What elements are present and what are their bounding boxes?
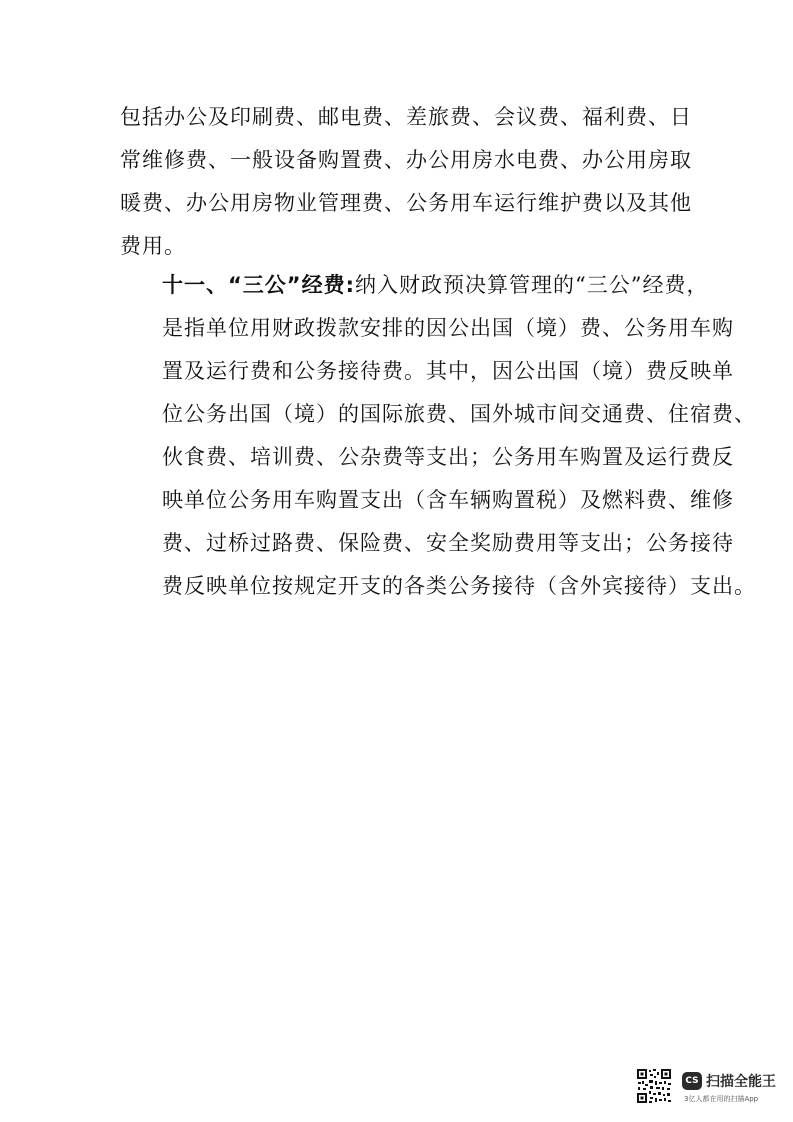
paragraph-three-public-expenses (120, 264, 756, 608)
brand-slogan: 3亿人都在用的扫描App (684, 1095, 759, 1103)
camscanner-logo-icon: CS (682, 1072, 702, 1090)
scanner-watermark (636, 1068, 784, 1108)
text-line: 费反映单位按规定开支的各类公务接待（含外宾接待）支出。 (162, 574, 756, 598)
text-line: 伙食费、培训费、公杂费等支出；公务用车购置及运行费反 (162, 445, 734, 469)
qr-code-icon (636, 1068, 672, 1104)
text-line: 暖费、办公用房物业管理费、公务用车运行维护费以及其他 (120, 191, 692, 215)
text-line: 是指单位用财政拨款安排的因公出国（境）费、公务用车购 (162, 316, 734, 340)
text-line: 置及运行费和公务接待费。其中，因公出国（境）费反映单 (162, 359, 734, 383)
text-line: 费用。 (120, 234, 186, 258)
text-line: 常维修费、一般设备购置费、办公用房水电费、办公用房取 (120, 148, 692, 172)
brand-name: 扫描全能王 (706, 1074, 776, 1090)
text-line: 费、过桥过路费、保险费、安全奖励费用等支出；公务接待 (162, 531, 734, 555)
paragraph-office-expenses (120, 96, 692, 268)
text-line: 纳入财政预决算管理的“三公”经费， (355, 273, 709, 297)
text-line: 位公务出国（境）的国际旅费、国外城市间交通费、住宿费、 (162, 402, 756, 426)
text-line: 包括办公及印刷费、邮电费、差旅费、会议费、福利费、日 (120, 105, 692, 129)
text-line: 映单位公务用车购置支出（含车辆购置税）及燃料费、维修 (162, 488, 734, 512)
section-heading: 十一、“三公”经费: (162, 273, 356, 297)
text-line-first (120, 264, 709, 307)
